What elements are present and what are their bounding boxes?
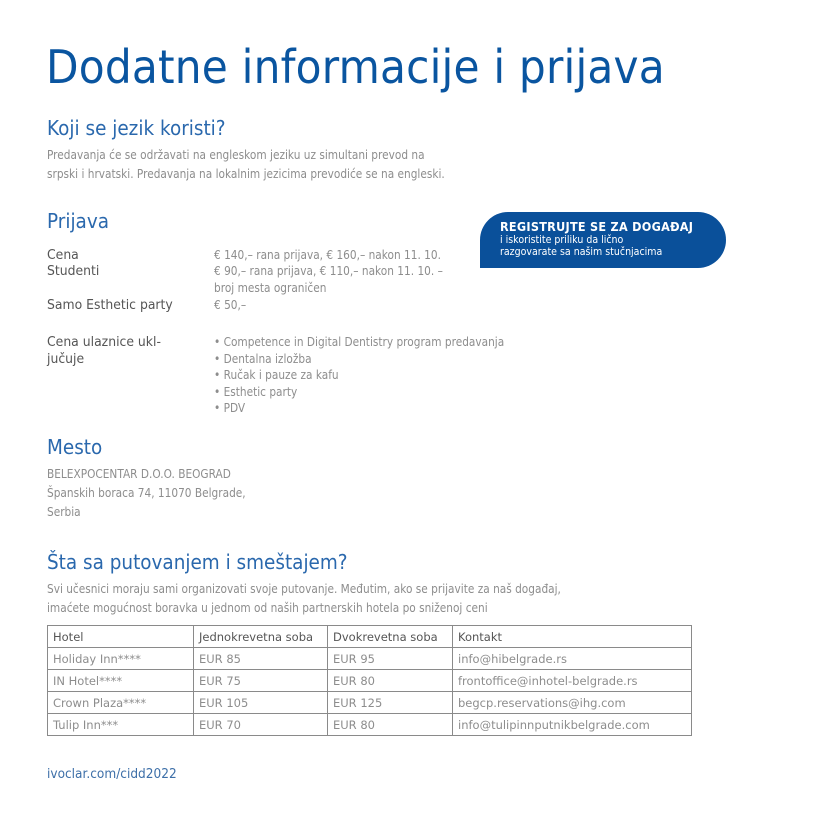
travel-text: [47, 580, 561, 618]
registration-heading: Prijava: [47, 209, 110, 233]
price-label-esthetic-party: Samo Esthetic party: [47, 297, 173, 313]
hotel-contact-email[interactable]: info@tulipinnputnikbelgrade.com: [453, 714, 692, 736]
language-text: [47, 146, 445, 184]
hotel-contact-email[interactable]: begcp.reservations@ihg.com: [453, 692, 692, 714]
column-header-double-room: Dvokrevetna soba: [328, 626, 453, 648]
table-row: [48, 670, 692, 692]
register-event-button[interactable]: [480, 212, 726, 268]
includes-label: [47, 334, 161, 368]
hotel-contact-email[interactable]: frontoffice@inhotel-belgrade.rs: [453, 670, 692, 692]
register-button-subtitle-line: i iskoristite priliku da lično: [500, 234, 624, 246]
double-room-price: EUR 95: [328, 648, 453, 670]
hotel-name: Tulip Inn***: [48, 714, 194, 736]
single-room-price: EUR 75: [194, 670, 328, 692]
double-room-price: EUR 125: [328, 692, 453, 714]
page-title: Dodatne informacije i prijava: [46, 40, 665, 94]
table-header-row: [48, 626, 692, 648]
price-value-line: € 140,– rana prijava, € 160,– nakon 11. 10.: [214, 248, 441, 262]
travel-line: imaćete mogućnost boravka u jednom od naših partnerskih hotela po sniženoj ceni: [47, 601, 488, 615]
price-value-studenti: [214, 263, 443, 296]
hotels-table: [47, 625, 692, 736]
price-label-studenti: Studenti: [47, 263, 100, 279]
hotel-name: Crown Plaza****: [48, 692, 194, 714]
venue-address: [47, 465, 246, 522]
double-room-price: EUR 80: [328, 670, 453, 692]
register-button-subtitle-line: razgovarate sa našim stučnjacima: [500, 246, 663, 258]
includes-item: • PDV: [214, 401, 246, 415]
hotel-name: IN Hotel****: [48, 670, 194, 692]
hotel-contact-email[interactable]: info@hibelgrade.rs: [453, 648, 692, 670]
price-value-cena: [214, 247, 441, 264]
price-label-cena: Cena: [47, 247, 79, 263]
event-website-link[interactable]: ivoclar.com/cidd2022: [47, 766, 177, 782]
venue-line: BELEXPOCENTAR D.O.O. BEOGRAD: [47, 467, 231, 481]
double-room-price: EUR 80: [328, 714, 453, 736]
hotel-name: Holiday Inn****: [48, 648, 194, 670]
travel-heading: Šta sa putovanjem i smeštajem?: [47, 550, 348, 574]
includes-item: • Ručak i pauze za kafu: [214, 368, 339, 382]
table-row: [48, 714, 692, 736]
includes-list: [214, 334, 504, 417]
includes-label-line: Cena ulaznice ukl-: [47, 334, 161, 350]
register-button-title: REGISTRUJTE SE ZA DOGAĐAJ: [500, 219, 694, 234]
price-value-line: broj mesta ograničen: [214, 280, 327, 295]
single-room-price: EUR 85: [194, 648, 328, 670]
language-line: srpski i hrvatski. Predavanja na lokalnim jezicima prevodiće se na engleski.: [47, 167, 445, 181]
includes-item: • Esthetic party: [214, 384, 298, 399]
travel-line: Svi učesnici moraju sami organizovati svoje putovanje. Međutim, ako se prijavite za naš događaj,: [47, 582, 561, 596]
table-row: [48, 648, 692, 670]
language-line: Predavanja će se održavati na engleskom jeziku uz simultani prevod na: [47, 148, 425, 162]
includes-item: • Dentalna izložba: [214, 351, 312, 366]
column-header-contact: Kontakt: [453, 626, 692, 648]
venue-heading: Mesto: [47, 435, 103, 459]
column-header-hotel: Hotel: [48, 626, 194, 648]
language-heading: Koji se jezik koristi?: [47, 116, 226, 140]
single-room-price: EUR 70: [194, 714, 328, 736]
price-value-line: € 90,– rana prijava, € 110,– nakon 11. 10. –: [214, 264, 443, 278]
table-row: [48, 692, 692, 714]
includes-label-line: jučuje: [47, 351, 85, 367]
price-value-esthetic-party: [214, 297, 246, 314]
price-value-line: € 50,–: [214, 298, 247, 312]
venue-line: Španskih boraca 74, 11070 Belgrade,: [47, 486, 246, 500]
includes-item: • Competence in Digital Dentistry program predavanja: [214, 335, 505, 349]
venue-line: Serbia: [47, 505, 81, 519]
column-header-single-room: Jednokrevetna soba: [194, 626, 328, 648]
single-room-price: EUR 105: [194, 692, 328, 714]
